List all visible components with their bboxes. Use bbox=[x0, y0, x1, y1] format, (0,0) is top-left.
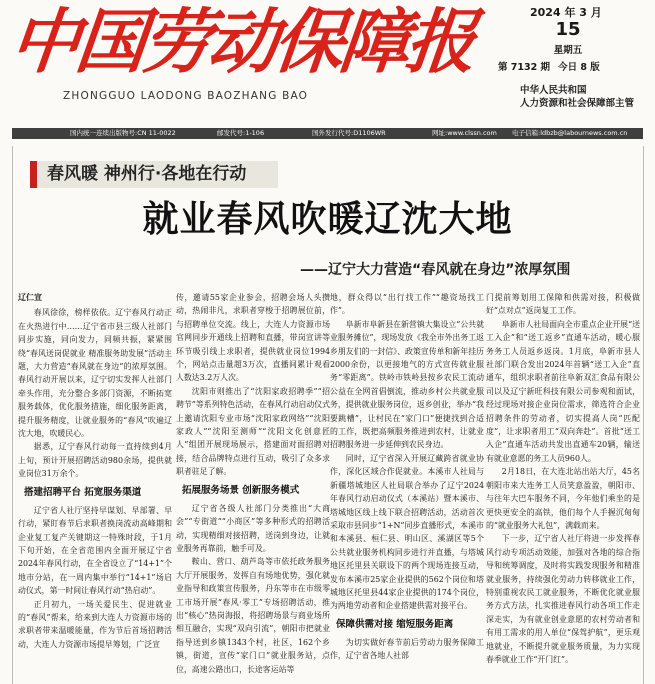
paragraph: 正月初九，一场关爱民生、促进就业的“春风”帮来，给来到大连人力资源市场的求职者带来温暖能量，作为节后首场招聘活动，大连人力资源市场提早筹划，广泛宣 bbox=[18, 599, 172, 649]
page-count: 今日 8 版 bbox=[558, 62, 600, 73]
paragraph: 沈阳市则推出了“沈阳家政招聘季”“招聘节”等系列特色活动，在春风行动启动仪式上邀请沈阳专业市场“沈阳家政网络”“沈阳家政人”“沈阳至测师”“沈阳文化创意匠人”组团开展现场展示，搭建面对面招聘对接，结合品牌特点进行互动，吸引了众多求职者驻足了解。 bbox=[176, 386, 330, 477]
info-site: 网址:www.clssn.com bbox=[432, 129, 497, 137]
date-weekday: 星期五 bbox=[553, 45, 583, 56]
date-day: 15 bbox=[555, 19, 581, 40]
paragraph: 阜新市阜新县在新营镇大集设立“公共就业服务摊位”，现场发放《我全市外出务工返乡朋友们的一封信》、政策宣传单和新年挂历2000余份，以更接地气的方式宣传就业服务“零距离”。铁岭市铁岭县按乡农民工流动公益在全网首倡倒流，推动乡村公共就业服务，提供就业服务岗位，返乡创业，举办“我要跳槽”，让村民在“家门口”便捷找到合适的工作，既把高频服务推进到农村，让就业招聘服务进一步延伸到农民身边。 bbox=[330, 319, 484, 450]
issue-line bbox=[498, 59, 600, 73]
paragraph: 2月18日，在大连北站出站大厅，45名朝阳市来大连务工人员笑意盈盈，朝阳市、与往年大巴车服务不同，今年他们乘坐的是更快更安全的高铁，他们每个人手握沉甸甸的“就业服务大礼包”，满载而来。 bbox=[486, 467, 640, 530]
paragraph: 传，邀请55家企业参会，招聘会场人头攒动，热闹非凡，求职者穿梭于招聘展位前，与招聘单位交流。线上，大连人力资源市场官网同步开通线上招聘和直播，带岗宣讲等环节吸引线上求职者，提供就业岗位1994个，网站点击量超3万次，直播间累计观看人数达3.2万人次。 bbox=[176, 293, 330, 383]
byline: 辽仁宣 bbox=[18, 292, 42, 302]
date-year-month: 2024 年 3 月 bbox=[530, 6, 602, 19]
paragraph: 春风徐徐，榜样依依。辽宁春风行动正在火热进行中……辽宁省市县三级人社部门同步实施，同向发力，同频共振，紧紧围绕“春风送岗促就业 精准服务助发展”活动主题，大力营造“春风就在身边”的浓厚氛围。春风行动开展以来，辽宁切实发挥人社部门牵头作用，充分整合多部门资源，不断拓宽服务载体，优化服务措施，细化服务距离，提升服务精度，让就业服务的“春风”吹遍辽沈大地，吹暖民心。 bbox=[18, 308, 172, 439]
paragraph: 辽宁省各级人社部门分类推出“大商会”“专街道”“小商区”等多种形式的招聘活动，实现精细对接招聘，送岗到身边，让就业服务再靠前，触手可及。 bbox=[176, 503, 330, 553]
info-bar bbox=[12, 128, 643, 139]
issue-number: 第 7132 期 bbox=[498, 62, 551, 73]
publisher-line-2: 人力资源和社会保障部主管 bbox=[520, 98, 635, 109]
paragraph: 辽宁省人社厅坚持早谋划、早部署、早行动，紧盯春节后求职者换岗流动高峰期和企业复工复产关键期这一特殊时段，于1月下旬开始，在全省范围内全面开展辽宁省2024年春风行动，在全省设立了“14+1”个地市分站，在一周内集中举行“14+1”场启动仪式，第一时间让春风行动“热启动”。 bbox=[18, 505, 172, 596]
masthead-pinyin: ZHONGGUO LAODONG BAOZHANG BAO bbox=[63, 90, 309, 102]
paragraph: 下一步，辽宁省人社厅将进一步发挥春风行动专项活动效能，加强对各地的综合指导和统筹调度，及时将实践发现服务和精准就业服务，持续强化劳动力转移就业工作，特别重视农民工就业服务，不断优化就业服务方式方法，扎实推进春风行动各项工作走深走实，为有就业创业意愿的农村劳动者和有用工需求的用人单位“保驾护航”，更乐观地就业，不断提升就业服务质量，为力实现春季就业工作“开门红”。 bbox=[486, 534, 640, 664]
info-email: 电子信箱:ldbzb@labournews.com.cn bbox=[512, 129, 628, 137]
publisher bbox=[520, 84, 655, 110]
paragraph: 阜新市人社局面向全市重点企业开展“送工入企”和“送工返乡”直通车活动，暖心服务务工人员返乡返岗。1月底，阜新市县人社部门联合发出2024年首辆“送工入企”直通车，组织求职者前往阜新双汇食品有限公司以及辽宁新旺科技有限公司参观和面试，经过现场对接企业岗位需求，筛选符合企业招聘条件的劳动者，切实提高人岗“匹配度”，让求职者用工“双向奔赴”。首批“送工入企”直通车活动共发出直通车20辆，输送有就业意愿的务工人员960人。 bbox=[486, 319, 640, 463]
paragraph: 据悉，辽宁春风行动每一直持续到4月上旬，预计开展招聘活动980余场，提供就业岗位31万余个。 bbox=[18, 442, 172, 479]
paragraph: 同时，辽宁省深入开展辽藏跨省就业协作，深化区域合作促就业。本溪市人社局与新疆塔城地区人社局联合举办了辽宁2024年春风行动启动仪式（本溪站）暨本溪市、塔城地区线上线下联合招聘活动，活动首次采取市县同步“1+N”同步直播形式，本溪市和本溪县、桓仁县、明山区、溪湖区等5个公共就业服务机构同步进行并直播，与塔城地区托里县关联设下的两个现场连接互动，发布本溪市25家企业提供的562个岗位和塔城地区托里县44家企业提供的174个岗位，为两地劳动者和企业搭建供需对接平台。 bbox=[330, 453, 484, 611]
masthead-title: 中国劳动保障报 bbox=[5, 1, 477, 83]
info-cn: 国内统一连续出版物号:CN 11-0022 bbox=[70, 129, 176, 137]
article-column-3 bbox=[330, 291, 484, 663]
publisher-line-1: 中华人民共和国 bbox=[520, 85, 587, 96]
section-heading: 搭建招聘平台 拓宽服务渠道 bbox=[24, 486, 142, 498]
section-heading: 拓展服务场景 创新服务模式 bbox=[182, 484, 300, 496]
column-banner bbox=[30, 161, 278, 188]
column-banner-text: 春风暖 神州行·各地在行动 bbox=[47, 164, 247, 184]
info-code: 邮发代号:1-106 bbox=[217, 129, 265, 137]
paragraph: 地，群众得以“出行找工作”“趣资场找工作”。 bbox=[330, 293, 484, 316]
article-column-4 bbox=[486, 291, 640, 666]
article-column-2 bbox=[176, 291, 330, 676]
article-column-1 bbox=[18, 291, 172, 651]
info-intl: 国外发行代号:D1106WR bbox=[312, 129, 386, 137]
headline: 就业春风吹暖辽沈大地 bbox=[142, 199, 513, 240]
subheadline: ——辽宁大力营造“春风就在身边”浓厚氛围 bbox=[300, 262, 571, 278]
paragraph: 为切实做好春节前后劳动力服务保障工作，辽宁省各地人社部 bbox=[330, 637, 484, 661]
paragraph: 门提前筹划用工保障和供需对接，积极做好“点对点”返岗复工工作。 bbox=[486, 293, 640, 316]
paragraph: 鞍山、营口、葫芦岛等市依托政务服务大厅开展服务，发挥自有场地优势，强化就业指导和政策宣传服务，丹东等市在市级零工市场开展“春风·零工”专场招聘活动，推出“核心”热岗海报，将招聘场景与商业场所相互融合，实现“双向引流”，朝阳市把就业指导送到乡镇1343个村，社区，162个乡镇，街道，宣传“家门口”就业服务站，点位，高速公路出口，长途客运站等 bbox=[176, 557, 330, 674]
section-heading: 保障供需对接 缩短服务距离 bbox=[336, 618, 454, 630]
